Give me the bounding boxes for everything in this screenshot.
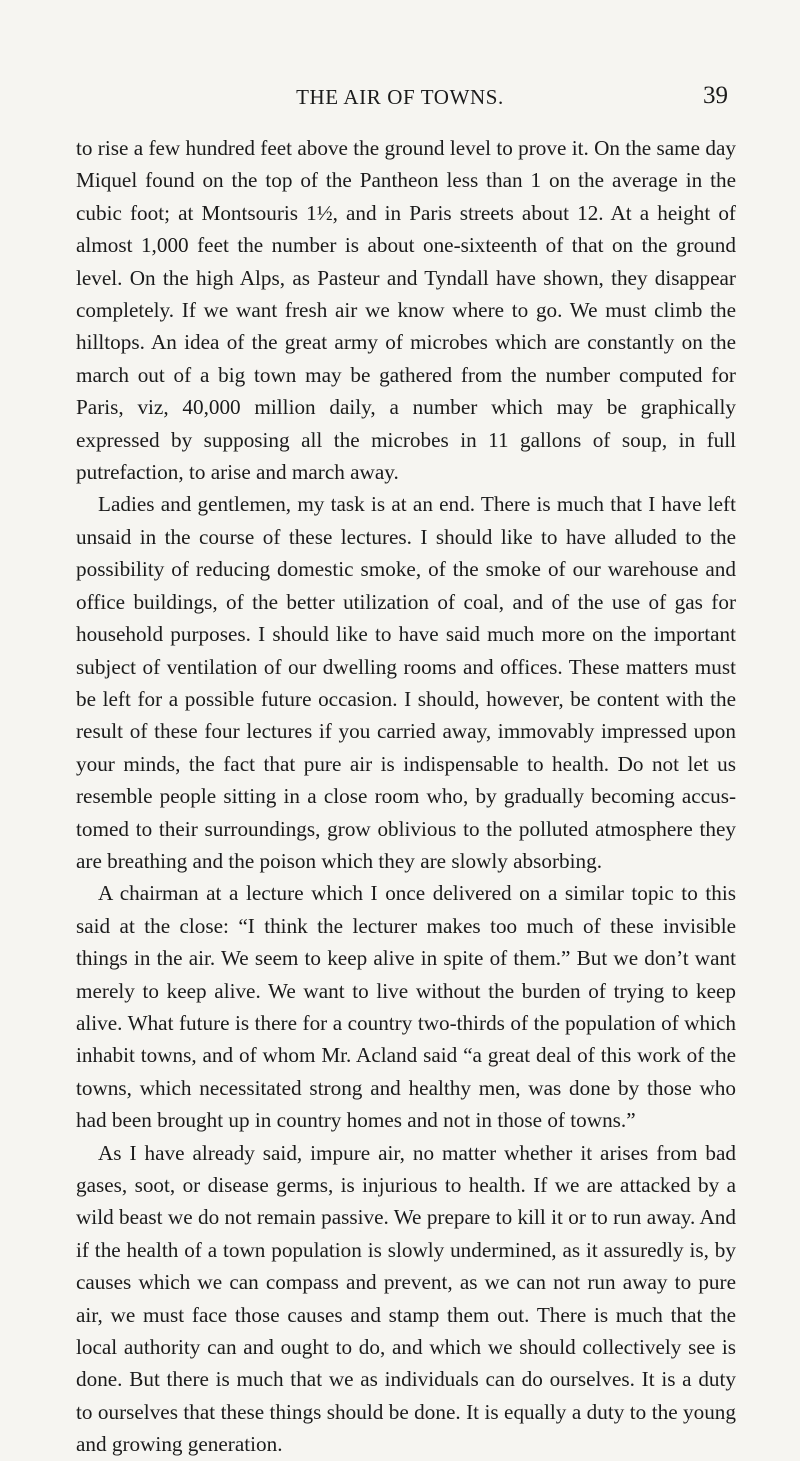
paragraph: A chairman at a lecture which I once delivered on a similar topic to this said at the close: “I think the lecturer makes too much of these invisible things in the air. We seem to keep alive in spite of them.” But we don’t want merely to keep alive. We want to live without the burden of trying to keep alive. What future is there for a country two-thirds of the population of which inhabit towns, and of whom Mr. Acland said “a great deal of this work of the towns, which necessitated strong and healthy men, was done by those who had been brought up in country homes and not in those of towns.” [76,881,736,1133]
paragraph: Ladies and gentlemen, my task is at an end. There is much that I have left unsaid in the course of these lectures. I should like to have alluded to the possibility of reducing domestic smoke, of the smoke of our warehouse and office buildings, of the better utilization of coal, and of the use of gas for household purposes. I should like to have said much more on the important subject of ventilation of our dwelling rooms and offices. These matters must be left for a possible future occasion. I should, however, be content with the result of these four lectures if you carried away, immovably impressed upon your minds, the fact that pure air is indispensable to health. Do not let us resemble people sitting in a close room who, by gradually becoming accustomed to their surroundings, grow oblivious to the polluted atmosphere they are breathing and the poison which they are slowly absorbing. [76,492,736,873]
running-title: THE AIR OF TOWNS. [296,85,504,109]
running-head [0,82,800,112]
page-number: 39 [703,82,728,109]
paragraph: As I have already said, impure air, no matter whether it arises from bad gases, soot, or disease germs, is injurious to health. If we are attacked by a wild beast we do not remain passive. We prepare to kill it or to run away. And if the health of a town population is slowly undermined, as it assuredly is, by causes which we can compass and prevent, as we can not run away to pure air, we must face those causes and stamp them out. There is much that the local authority can and ought to do, and which we should collectively see is done. But there is much that we as individuals can do ourselves. It is a duty to ourselves that these things should be done. It is equally a duty to the young and growing generation. [76,1140,736,1457]
paragraph-continuation: to rise a few hundred feet above the ground level to prove it. On the same day Miquel found on the top of the Pantheon less than 1 on the average in the cubic foot; at Montsouris 1½, and in Paris streets about 12. At a height of almost 1,000 feet the number is about one-sixteenth of that on the ground level. On the high Alps, as Pasteur and Tyndall have shown, they disappear completely. If we want fresh air we know where to go. We must climb the hilltops. An idea of the great army of microbes which are constantly on the march out of a big town may be gathered from the number computed for Paris, viz, 40,000 million daily, a number which may be graphically expressed by supposing all the microbes in 11 gallons of soup, in full putrefaction, to arise and march away. [76,136,736,485]
body-text [76,132,736,1461]
